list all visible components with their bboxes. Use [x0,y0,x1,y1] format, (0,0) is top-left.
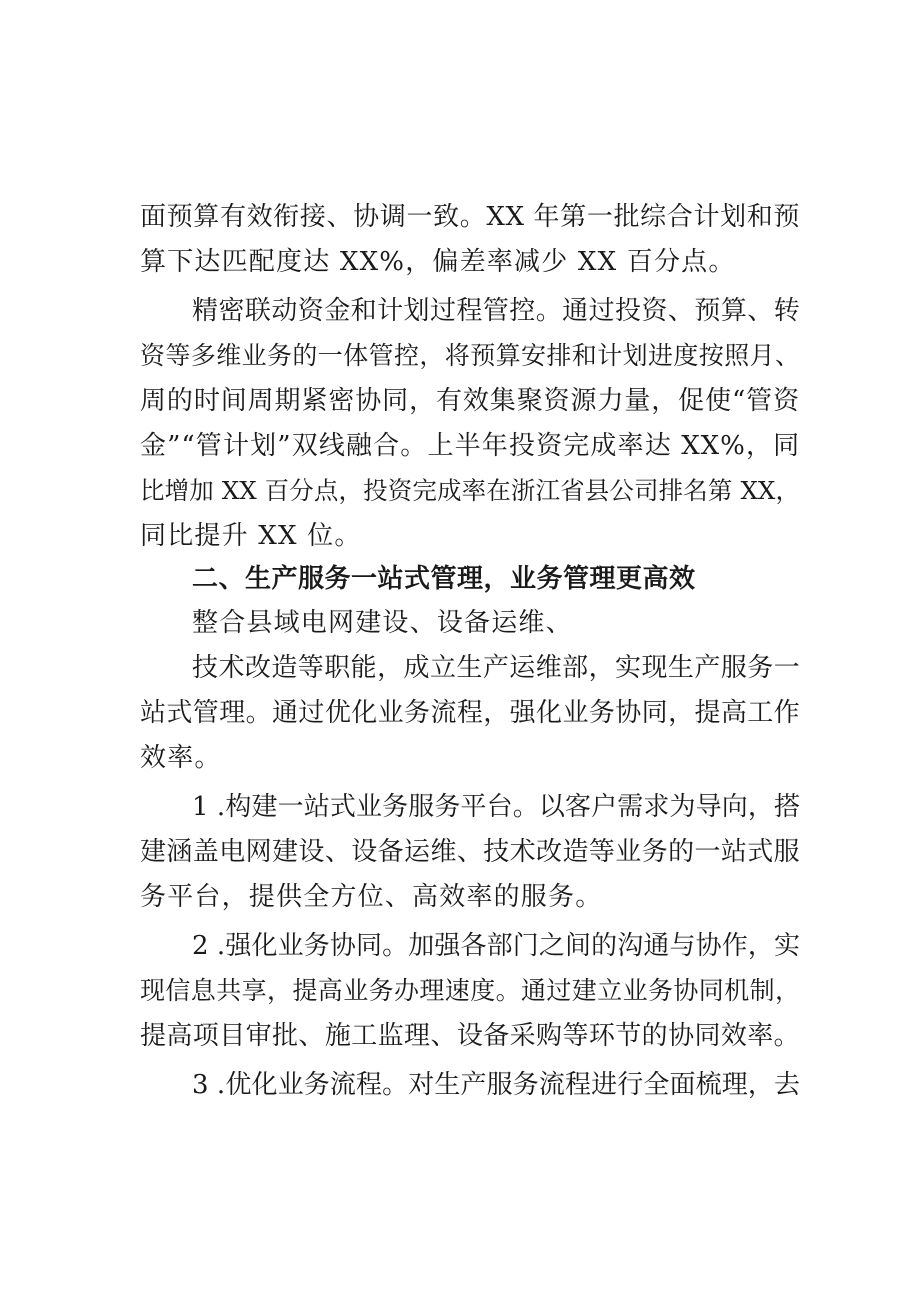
text-line-5: 周的时间周期紧密协同，有效集聚资源力量，促使“管资 [140,386,800,416]
list-item-2-line-1: 2 .强化业务协同。加强各部门之间的沟通与协作，实 [192,931,800,961]
text-line-13: 效率。 [140,743,222,773]
list-item-2-line-2: 现信息共享，提高业务办理速度。通过建立业务协同机制， [140,976,800,1005]
text-line-10: 整合县域电网建设、设备运维、 [192,608,573,638]
list-item-1-line-1: 1 .构建一站式业务服务平台。以客户需求为导向，搭 [192,792,800,822]
text-line-1: 面预算有效衔接、协调一致。XX 年第一批综合计划和预 [140,202,800,232]
text-line-6: 金”“管计划”双线融合。上半年投资完成率达 XX%，同 [140,431,800,461]
list-item-2-line-3: 提高项目审批、施工监理、设备采购等环节的协同效率。 [140,1021,800,1051]
text-line-3: 精密联动资金和计划过程管控。通过投资、预算、转 [192,296,800,326]
text-line-8: 同比提升 XX 位。 [140,521,362,551]
text-line-11: 技术改造等职能，成立生产运维部，实现生产服务一 [192,653,800,683]
text-line-4: 资等多维业务的一体管控，将预算安排和计划进度按照月、 [140,341,800,370]
section-heading: 二、生产服务一站式管理，业务管理更高效 [192,564,696,594]
list-item-3-line-1: 3 .优化业务流程。对生产服务流程进行全面梳理，去 [192,1070,800,1100]
text-line-2: 算下达匹配度达 XX%，偏差率减少 XX 百分点。 [140,247,736,277]
text-line-7: 比增加 XX 百分点，投资完成率在浙江省县公司排名第 XX， [140,476,800,505]
text-line-12: 站式管理。通过优化业务流程，强化业务协同，提高工作 [140,698,800,728]
list-item-1-line-2: 建涵盖电网建设、设备运维、技术改造等业务的一站式服 [140,837,800,867]
list-item-1-line-3: 务平台，提供全方位、高效率的服务。 [140,882,603,912]
